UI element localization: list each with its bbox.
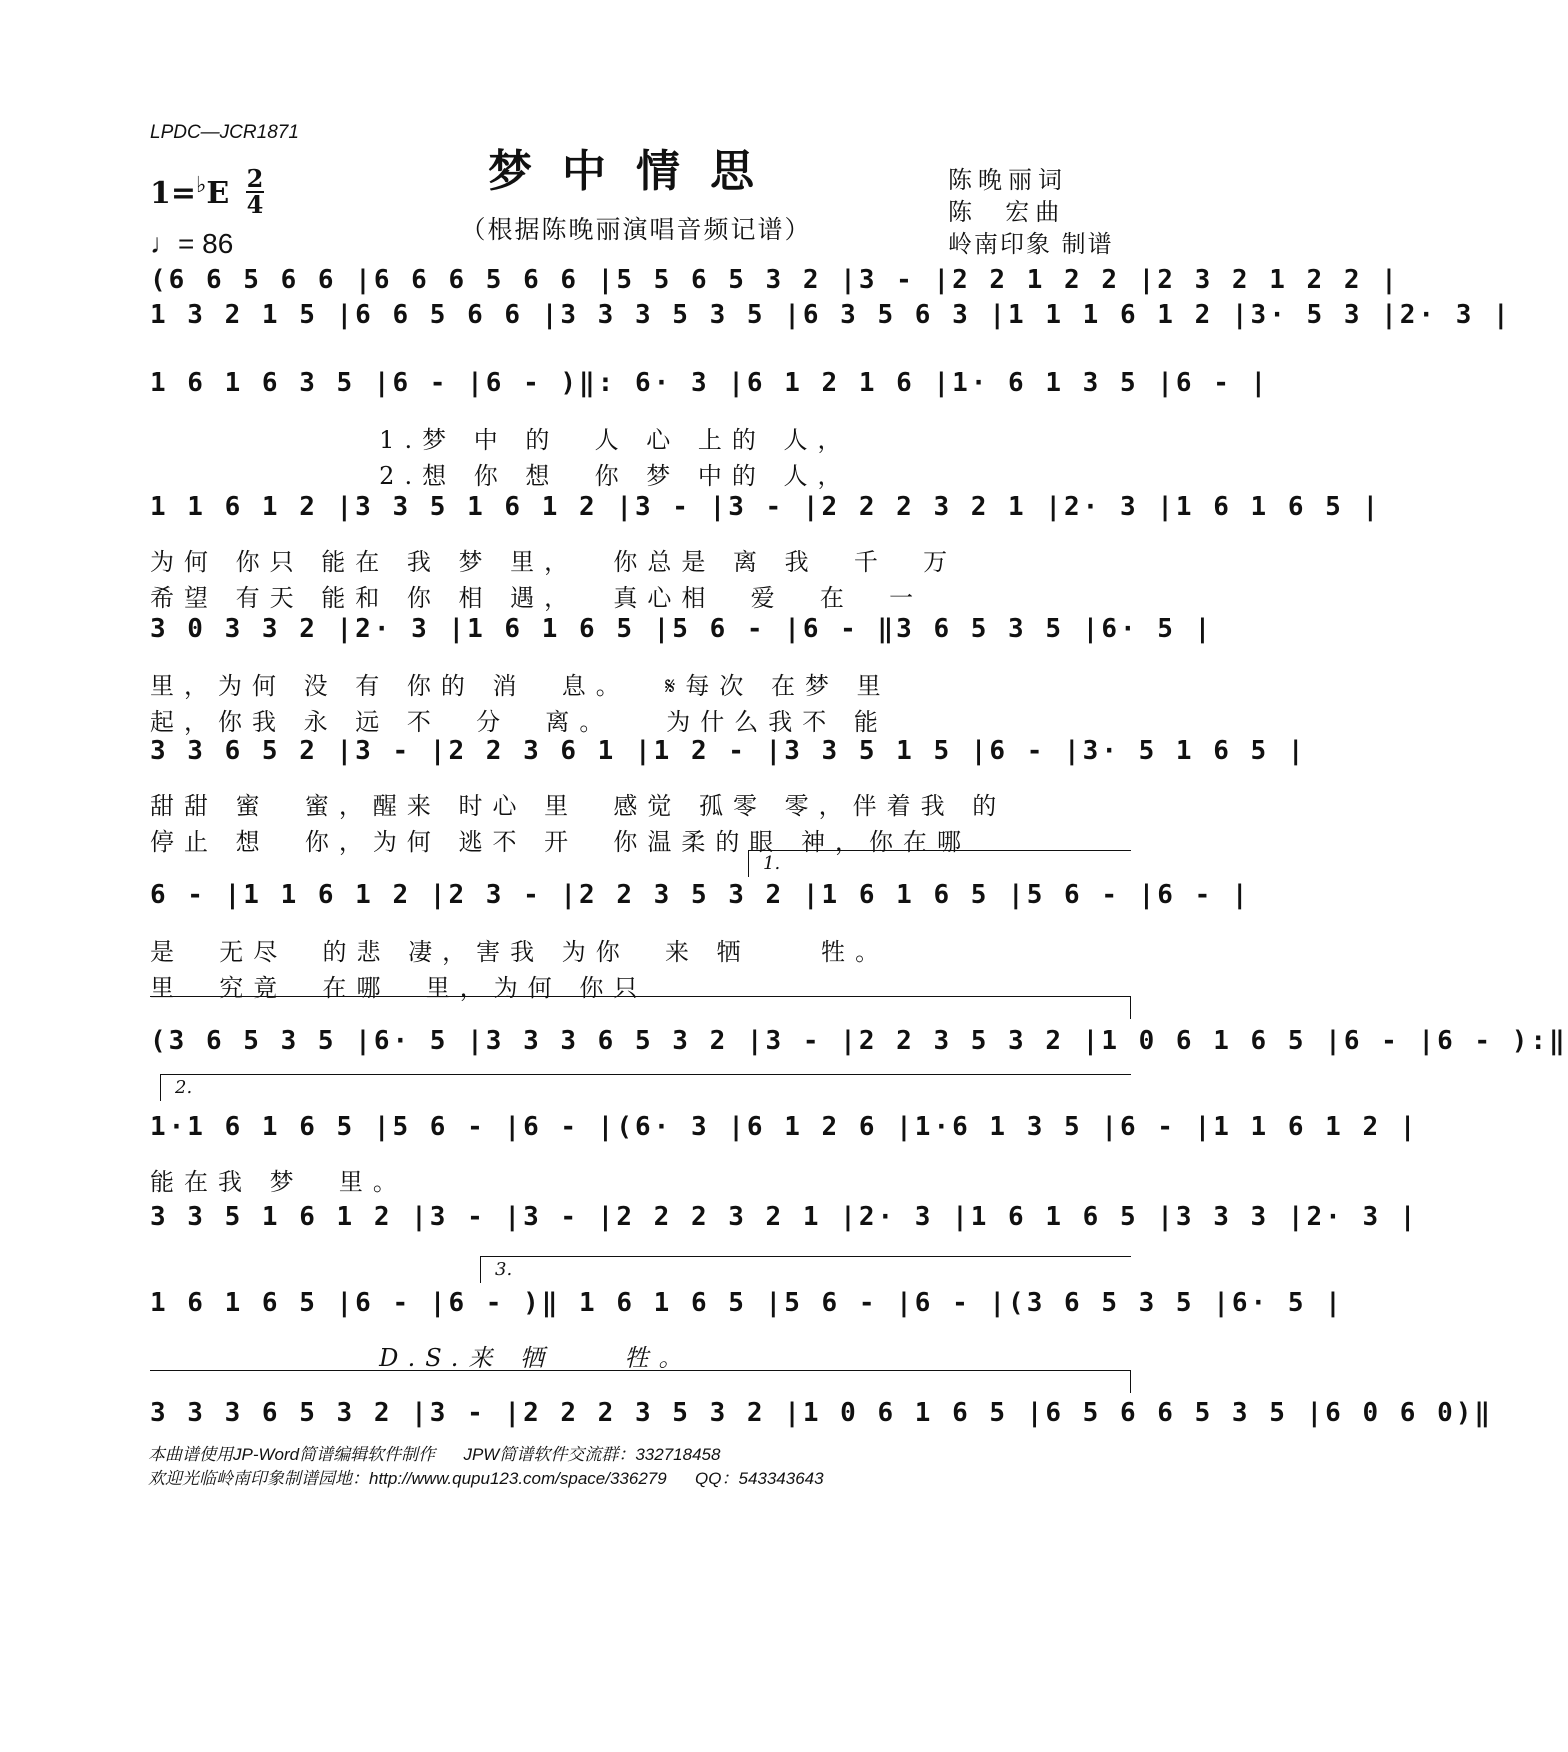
- footer-line-2: 欢迎光临岭南印象制谱园地：http://www.qupu123.com/space/336279 QQ：543343643: [148, 1469, 824, 1488]
- volta-label-2: 2.: [175, 1077, 193, 1098]
- arranger-credit: 岭南印象 制谱: [948, 230, 1114, 258]
- lyric-line-4a: 为何 你只 能在 我 梦 里， 你总是 离 我 千 万: [150, 548, 958, 576]
- key-prefix: 1=: [150, 176, 197, 211]
- score-line-11: 1 6 1 6 5 |6 - |6 - )‖ 1 6 1 6 5 |5 6 - |6 - |(3 6 5 3 5 |6· 5 |: [150, 1288, 1344, 1318]
- lyric-line-3b: 2.想 你 想 你 梦 中的 人，: [150, 462, 852, 490]
- volta-bracket-1: [748, 850, 1131, 877]
- key-note: E: [206, 176, 230, 211]
- score-line-3: 1 6 1 6 3 5 |6 - |6 - )‖: 6· 3 |6 1 2 1 6 |1· 6 1 3 5 |6 - |: [150, 368, 1270, 398]
- lyric-line-5a: 里，为何 没 有 你的 消 息。 𝄋每次 在梦 里: [150, 672, 891, 700]
- tempo-marking: ♩= 86: [150, 228, 234, 259]
- page-title: 梦中情思: [488, 146, 784, 197]
- lyric-line-3a: 1.梦 中 的 人 心 上的 人，: [150, 426, 852, 454]
- flat-sign: ♭: [196, 172, 207, 198]
- score-line-2: 1 3 2 1 5 |6 6 5 6 6 |3 3 3 5 3 5 |6 3 5 6 3 |1 1 1 6 1 2 |3· 5 3 |2· 3 |: [150, 300, 1512, 330]
- score-code: LPDC—JCR1871: [150, 122, 299, 143]
- score-line-12: 3 3 3 6 5 3 2 |3 - |2 2 2 3 5 3 2 |1 0 6 1 6 5 |6 5 6 6 5 3 5 |6 0 6 0)‖: [150, 1398, 1494, 1428]
- repeat-bracket: [150, 996, 1131, 1019]
- lyricist-credit: 陈晚丽词: [948, 166, 1068, 194]
- time-signature: [246, 164, 264, 219]
- score-line-9: 1·1 6 1 6 5 |5 6 - |6 - |(6· 3 |6 1 2 6 |1·6 1 3 5 |6 - |1 1 6 1 2 |: [150, 1112, 1419, 1142]
- ending-bracket: [150, 1370, 1131, 1393]
- score-line-6: 3 3 6 5 2 |3 - |2 2 3 6 1 |1 2 - |3 3 5 1 5 |6 - |3· 5 1 6 5 |: [150, 736, 1307, 766]
- meter-top: 2: [246, 164, 264, 193]
- volta-bracket-2: [160, 1074, 1131, 1101]
- lyric-line-11: D.S.来 牺 牲。: [150, 1344, 693, 1372]
- lyric-line-4b: 希望 有天 能和 你 相 遇， 真心相 爱 在 一: [150, 584, 924, 612]
- lyric-line-9: 能在我 梦 里。: [150, 1168, 407, 1196]
- key-signature: [150, 172, 229, 211]
- score-line-1: (6 6 5 6 6 |6 6 6 5 6 6 |5 5 6 5 3 2 |3 - |2 2 1 2 2 |2 3 2 1 2 2 |: [150, 265, 1400, 295]
- score-line-10: 3 3 5 1 6 1 2 |3 - |3 - |2 2 2 3 2 1 |2· 3 |1 6 1 6 5 |3 3 3 |2· 3 |: [150, 1202, 1419, 1232]
- volta-label-3: 3.: [495, 1259, 513, 1280]
- volta-bracket-3: [480, 1256, 1131, 1283]
- score-line-7: 6 - |1 1 6 1 2 |2 3 - |2 2 3 5 3 2 |1 6 1 6 5 |5 6 - |6 - |: [150, 880, 1251, 910]
- score-line-5: 3 0 3 3 2 |2· 3 |1 6 1 6 5 |5 6 - |6 - ‖3 6 5 3 5 |6· 5 |: [150, 614, 1214, 644]
- page-subtitle: （根据陈晚丽演唱音频记谱）: [460, 215, 812, 244]
- footer-line-1: 本曲谱使用JP-Word简谱编辑软件制作 JPW简谱软件交流群：332718458: [148, 1445, 721, 1464]
- score-line-4: 1 1 6 1 2 |3 3 5 1 6 1 2 |3 - |3 - |2 2 2 3 2 1 |2· 3 |1 6 1 6 5 |: [150, 492, 1382, 522]
- lyric-line-5b: 起，你我 永 远 不 分 离。 为什么我不 能: [150, 708, 888, 736]
- score-line-8: (3 6 5 3 5 |6· 5 |3 3 3 6 5 3 2 |3 - |2 2 3 5 3 2 |1 0 6 1 6 5 |6 - |6 - ):‖: [150, 1026, 1568, 1056]
- volta-label-1: 1.: [763, 853, 781, 874]
- lyric-line-6b: 停止 想 你，为何 逃不 开 你温柔的眼 神，你在哪: [150, 828, 972, 856]
- lyric-line-7b: 里 究竟 在哪 里，为何 你只: [150, 974, 648, 1002]
- composer-credit: 陈 宏曲: [948, 198, 1066, 226]
- lyric-line-6a: 甜甜 蜜 蜜，醒来 时心 里 感觉 孤零 零，伴着我 的: [150, 792, 1007, 820]
- meter-bottom: 4: [246, 190, 264, 219]
- lyric-line-7a: 是 无尽 的悲 凄，害我 为你 来 牺 牲。: [150, 938, 890, 966]
